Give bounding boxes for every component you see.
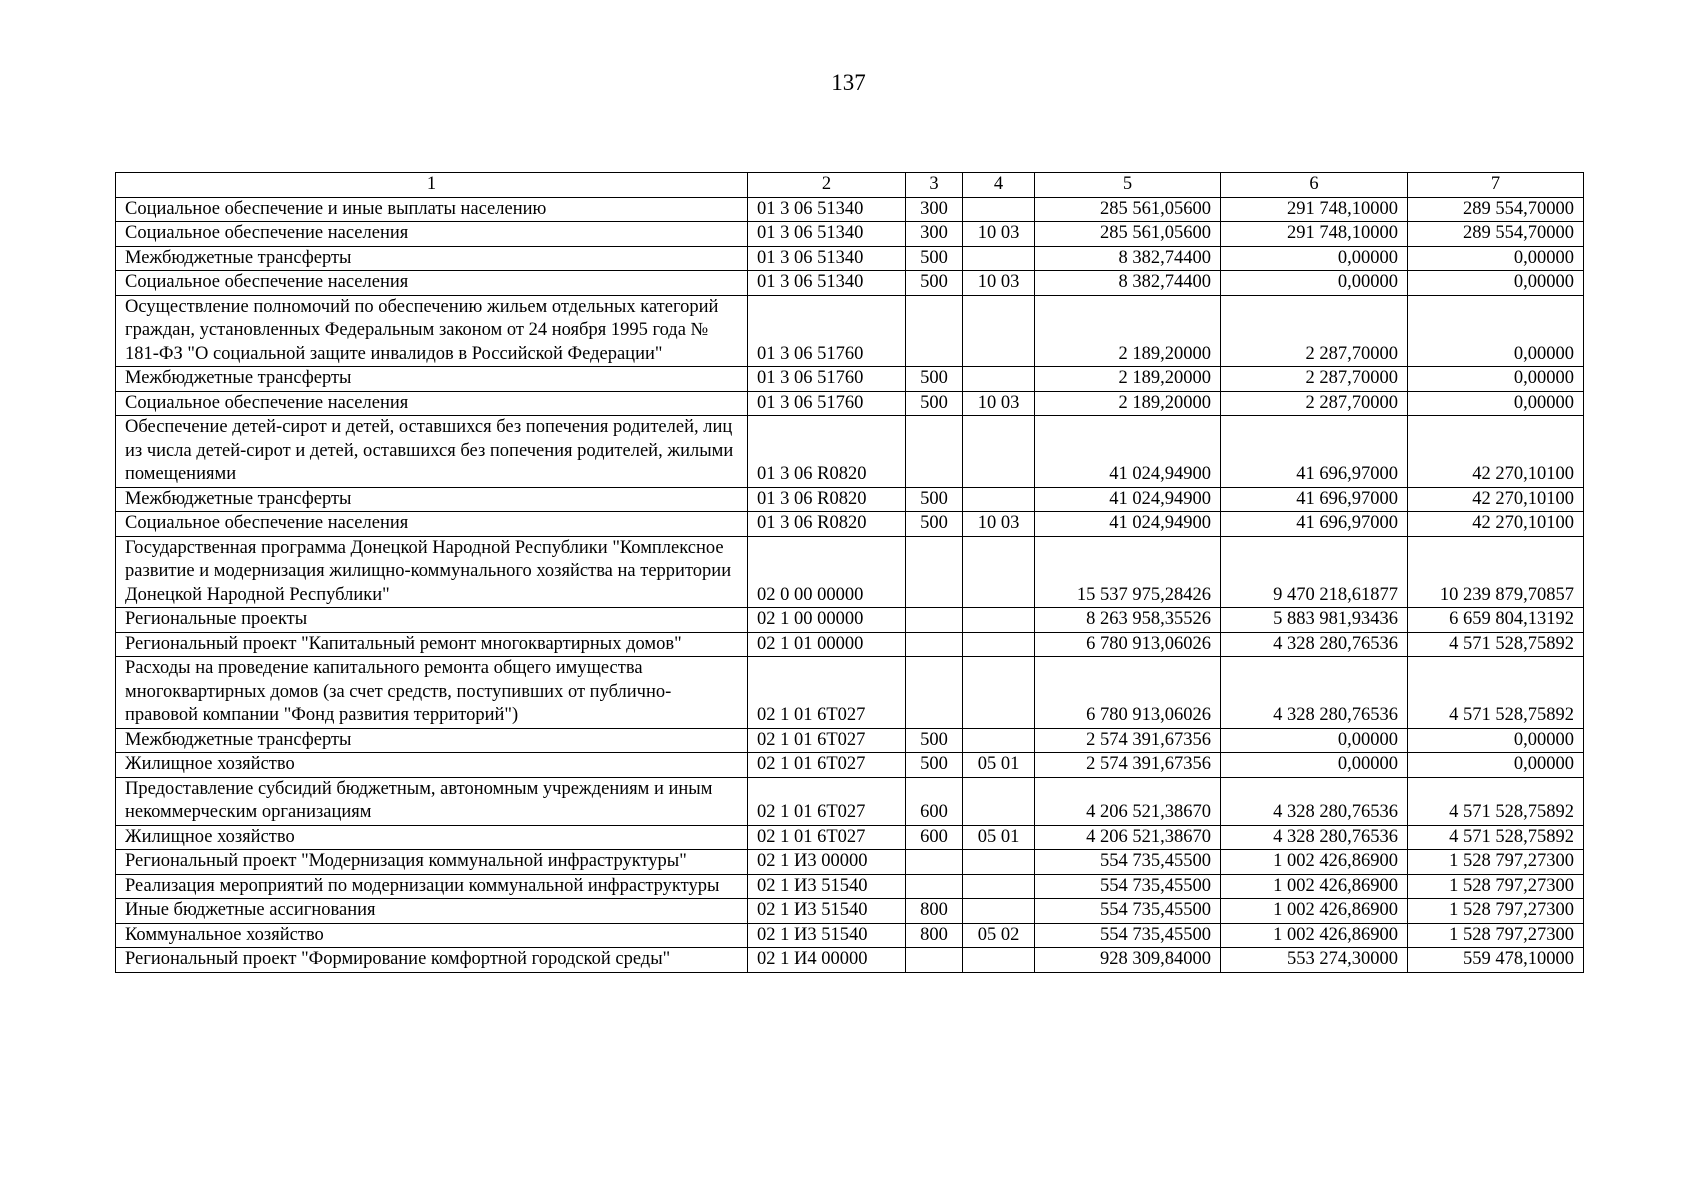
row-amount-col5: 8 263 958,35526: [1035, 608, 1221, 633]
row-section: 05 02: [963, 923, 1035, 948]
row-code: 01 3 06 51340: [748, 222, 906, 247]
budget-table: [115, 172, 1584, 973]
row-amount-col6: 4 328 280,76536: [1221, 657, 1408, 729]
row-expense-type: [906, 874, 963, 899]
row-section: [963, 657, 1035, 729]
row-section: [963, 487, 1035, 512]
row-amount-col7: 1 528 797,27300: [1408, 899, 1584, 924]
row-name: Социальное обеспечение населения: [116, 512, 748, 537]
row-expense-type: 500: [906, 391, 963, 416]
row-amount-col6: 2 287,70000: [1221, 295, 1408, 367]
row-code: 01 3 06 R0820: [748, 512, 906, 537]
table-row: [116, 197, 1584, 222]
row-code: 01 3 06 R0820: [748, 487, 906, 512]
row-expense-type: 500: [906, 246, 963, 271]
row-expense-type: 300: [906, 197, 963, 222]
row-amount-col7: 1 528 797,27300: [1408, 850, 1584, 875]
row-section: [963, 632, 1035, 657]
row-section: [963, 416, 1035, 488]
row-amount-col5: 554 735,45500: [1035, 850, 1221, 875]
row-expense-type: 500: [906, 728, 963, 753]
row-amount-col5: 285 561,05600: [1035, 197, 1221, 222]
row-name: Региональные проекты: [116, 608, 748, 633]
row-name: Региональный проект "Формирование комфортной городской среды": [116, 948, 748, 973]
table-row: [116, 416, 1584, 488]
row-amount-col6: 1 002 426,86900: [1221, 850, 1408, 875]
table-row: [116, 728, 1584, 753]
row-name: Межбюджетные трансферты: [116, 367, 748, 392]
table-row: [116, 753, 1584, 778]
row-code: 01 3 06 51760: [748, 391, 906, 416]
row-name: Реализация мероприятий по модернизации коммунальной инфраструктуры: [116, 874, 748, 899]
row-amount-col6: 2 287,70000: [1221, 367, 1408, 392]
row-amount-col6: 41 696,97000: [1221, 487, 1408, 512]
row-name: Жилищное хозяйство: [116, 825, 748, 850]
row-section: [963, 777, 1035, 825]
row-section: [963, 295, 1035, 367]
table-row: [116, 632, 1584, 657]
row-amount-col5: 928 309,84000: [1035, 948, 1221, 973]
row-section: [963, 246, 1035, 271]
row-name: Обеспечение детей-сирот и детей, оставшихся без попечения родителей, лиц из числа детей-сирот и детей, оставшихся без попечения родителей, жилыми помещениями: [116, 416, 748, 488]
row-amount-col7: 0,00000: [1408, 391, 1584, 416]
row-name: Государственная программа Донецкой Народной Республики "Комплексное развитие и модернизация жилищно-коммунального хозяйства на территории Донецкой Народной Республики": [116, 536, 748, 608]
row-section: [963, 899, 1035, 924]
row-name: Региональный проект "Капитальный ремонт многоквартирных домов": [116, 632, 748, 657]
row-expense-type: 600: [906, 777, 963, 825]
row-amount-col5: 4 206 521,38670: [1035, 777, 1221, 825]
row-name: Межбюджетные трансферты: [116, 487, 748, 512]
row-amount-col5: 285 561,05600: [1035, 222, 1221, 247]
row-section: 05 01: [963, 753, 1035, 778]
table-row: [116, 512, 1584, 537]
row-expense-type: [906, 416, 963, 488]
table-row: [116, 222, 1584, 247]
row-amount-col5: 8 382,74400: [1035, 246, 1221, 271]
row-amount-col6: 9 470 218,61877: [1221, 536, 1408, 608]
row-amount-col7: 289 554,70000: [1408, 222, 1584, 247]
column-header-5: 5: [1035, 173, 1221, 198]
row-amount-col6: 41 696,97000: [1221, 512, 1408, 537]
table-row: [116, 899, 1584, 924]
row-code: 02 1 И3 51540: [748, 923, 906, 948]
table-row: [116, 923, 1584, 948]
row-section: [963, 197, 1035, 222]
row-name: Социальное обеспечение населения: [116, 271, 748, 296]
row-name: Социальное обеспечение населения: [116, 391, 748, 416]
row-amount-col7: 289 554,70000: [1408, 197, 1584, 222]
column-header-4: 4: [963, 173, 1035, 198]
row-code: 02 1 И3 00000: [748, 850, 906, 875]
row-amount-col7: 1 528 797,27300: [1408, 874, 1584, 899]
row-name: Социальное обеспечение и иные выплаты населению: [116, 197, 748, 222]
row-amount-col6: 41 696,97000: [1221, 416, 1408, 488]
row-amount-col6: 1 002 426,86900: [1221, 899, 1408, 924]
row-amount-col6: 553 274,30000: [1221, 948, 1408, 973]
row-amount-col6: 4 328 280,76536: [1221, 825, 1408, 850]
row-amount-col5: 6 780 913,06026: [1035, 632, 1221, 657]
table-row: [116, 948, 1584, 973]
row-amount-col7: 559 478,10000: [1408, 948, 1584, 973]
table-row: [116, 850, 1584, 875]
row-amount-col5: 2 189,20000: [1035, 295, 1221, 367]
row-amount-col7: 4 571 528,75892: [1408, 825, 1584, 850]
row-amount-col7: 0,00000: [1408, 271, 1584, 296]
row-section: 10 03: [963, 222, 1035, 247]
table-row: [116, 487, 1584, 512]
page-number: 137: [831, 70, 866, 95]
row-amount-col7: 6 659 804,13192: [1408, 608, 1584, 633]
row-name: Социальное обеспечение населения: [116, 222, 748, 247]
row-section: 10 03: [963, 271, 1035, 296]
column-header-3: 3: [906, 173, 963, 198]
row-expense-type: [906, 657, 963, 729]
row-amount-col7: 42 270,10100: [1408, 487, 1584, 512]
row-amount-col7: 0,00000: [1408, 367, 1584, 392]
row-amount-col7: 0,00000: [1408, 753, 1584, 778]
row-section: 10 03: [963, 391, 1035, 416]
row-code: 02 1 И3 51540: [748, 874, 906, 899]
row-code: 02 1 01 6Т027: [748, 657, 906, 729]
row-code: 01 3 06 51340: [748, 271, 906, 296]
row-name: Предоставление субсидий бюджетным, автономным учреждениям и иным некоммерческим организациям: [116, 777, 748, 825]
row-amount-col7: 4 571 528,75892: [1408, 777, 1584, 825]
header-row: [116, 173, 1584, 198]
row-section: [963, 608, 1035, 633]
row-code: 02 1 И3 51540: [748, 899, 906, 924]
row-amount-col6: 1 002 426,86900: [1221, 874, 1408, 899]
row-amount-col7: 42 270,10100: [1408, 512, 1584, 537]
row-amount-col7: 4 571 528,75892: [1408, 632, 1584, 657]
row-expense-type: [906, 295, 963, 367]
row-amount-col7: 0,00000: [1408, 728, 1584, 753]
row-section: [963, 367, 1035, 392]
row-code: 02 0 00 00000: [748, 536, 906, 608]
table-row: [116, 536, 1584, 608]
table-row: [116, 874, 1584, 899]
row-amount-col5: 15 537 975,28426: [1035, 536, 1221, 608]
row-amount-col6: 0,00000: [1221, 728, 1408, 753]
row-amount-col7: 1 528 797,27300: [1408, 923, 1584, 948]
row-expense-type: 500: [906, 487, 963, 512]
table-row: [116, 295, 1584, 367]
row-amount-col7: 0,00000: [1408, 295, 1584, 367]
row-code: 01 3 06 51760: [748, 295, 906, 367]
table-row: [116, 367, 1584, 392]
row-expense-type: [906, 850, 963, 875]
row-expense-type: 500: [906, 512, 963, 537]
row-amount-col7: 42 270,10100: [1408, 416, 1584, 488]
row-amount-col5: 8 382,74400: [1035, 271, 1221, 296]
row-name: Расходы на проведение капитального ремонта общего имущества многоквартирных домов (за счет средств, поступивших от публично-правовой компании "Фонд развития территорий"): [116, 657, 748, 729]
row-code: 02 1 01 00000: [748, 632, 906, 657]
row-code: 01 3 06 51340: [748, 197, 906, 222]
row-expense-type: 800: [906, 899, 963, 924]
row-code: 02 1 01 6Т027: [748, 825, 906, 850]
row-amount-col6: 4 328 280,76536: [1221, 777, 1408, 825]
row-expense-type: [906, 948, 963, 973]
row-section: [963, 850, 1035, 875]
row-section: 10 03: [963, 512, 1035, 537]
row-code: 02 1 00 00000: [748, 608, 906, 633]
row-amount-col6: 1 002 426,86900: [1221, 923, 1408, 948]
row-amount-col5: 41 024,94900: [1035, 487, 1221, 512]
row-amount-col7: 10 239 879,70857: [1408, 536, 1584, 608]
row-amount-col5: 2 574 391,67356: [1035, 728, 1221, 753]
row-amount-col6: 2 287,70000: [1221, 391, 1408, 416]
row-name: Региональный проект "Модернизация коммунальной инфраструктуры": [116, 850, 748, 875]
row-amount-col5: 2 189,20000: [1035, 367, 1221, 392]
row-amount-col5: 41 024,94900: [1035, 416, 1221, 488]
row-expense-type: 500: [906, 271, 963, 296]
row-code: 01 3 06 51760: [748, 367, 906, 392]
row-amount-col6: 291 748,10000: [1221, 197, 1408, 222]
table-row: [116, 271, 1584, 296]
row-name: Иные бюджетные ассигнования: [116, 899, 748, 924]
row-amount-col6: 0,00000: [1221, 271, 1408, 296]
row-code: 02 1 И4 00000: [748, 948, 906, 973]
table-row: [116, 246, 1584, 271]
row-expense-type: 500: [906, 367, 963, 392]
row-expense-type: [906, 608, 963, 633]
row-expense-type: 800: [906, 923, 963, 948]
row-expense-type: [906, 632, 963, 657]
row-section: [963, 536, 1035, 608]
row-code: 02 1 01 6Т027: [748, 753, 906, 778]
row-section: [963, 948, 1035, 973]
row-name: Коммунальное хозяйство: [116, 923, 748, 948]
row-section: [963, 728, 1035, 753]
table-row: [116, 777, 1584, 825]
row-amount-col5: 2 574 391,67356: [1035, 753, 1221, 778]
row-name: Межбюджетные трансферты: [116, 728, 748, 753]
row-name: Межбюджетные трансферты: [116, 246, 748, 271]
row-amount-col6: 4 328 280,76536: [1221, 632, 1408, 657]
row-amount-col5: 4 206 521,38670: [1035, 825, 1221, 850]
row-amount-col5: 2 189,20000: [1035, 391, 1221, 416]
row-amount-col7: 0,00000: [1408, 246, 1584, 271]
column-header-7: 7: [1408, 173, 1584, 198]
row-name: Осуществление полномочий по обеспечению жильем отдельных категорий граждан, установленных Федеральным законом от 24 ноября 1995 года № 181-ФЗ "О социальной защите инвалидов в Российской Федерации": [116, 295, 748, 367]
row-amount-col6: 0,00000: [1221, 246, 1408, 271]
row-amount-col6: 5 883 981,93436: [1221, 608, 1408, 633]
row-amount-col5: 554 735,45500: [1035, 899, 1221, 924]
column-header-1: 1: [116, 173, 748, 198]
row-code: 01 3 06 R0820: [748, 416, 906, 488]
row-amount-col5: 554 735,45500: [1035, 874, 1221, 899]
row-amount-col5: 6 780 913,06026: [1035, 657, 1221, 729]
table-row: [116, 657, 1584, 729]
table-row: [116, 608, 1584, 633]
column-header-2: 2: [748, 173, 906, 198]
row-amount-col6: 0,00000: [1221, 753, 1408, 778]
column-header-6: 6: [1221, 173, 1408, 198]
row-expense-type: 300: [906, 222, 963, 247]
row-code: 02 1 01 6Т027: [748, 728, 906, 753]
table-row: [116, 391, 1584, 416]
row-amount-col5: 554 735,45500: [1035, 923, 1221, 948]
row-amount-col7: 4 571 528,75892: [1408, 657, 1584, 729]
row-amount-col6: 291 748,10000: [1221, 222, 1408, 247]
row-amount-col5: 41 024,94900: [1035, 512, 1221, 537]
row-expense-type: [906, 536, 963, 608]
row-expense-type: 500: [906, 753, 963, 778]
row-expense-type: 600: [906, 825, 963, 850]
row-section: [963, 874, 1035, 899]
row-code: 02 1 01 6Т027: [748, 777, 906, 825]
row-code: 01 3 06 51340: [748, 246, 906, 271]
table-row: [116, 825, 1584, 850]
row-section: 05 01: [963, 825, 1035, 850]
row-name: Жилищное хозяйство: [116, 753, 748, 778]
